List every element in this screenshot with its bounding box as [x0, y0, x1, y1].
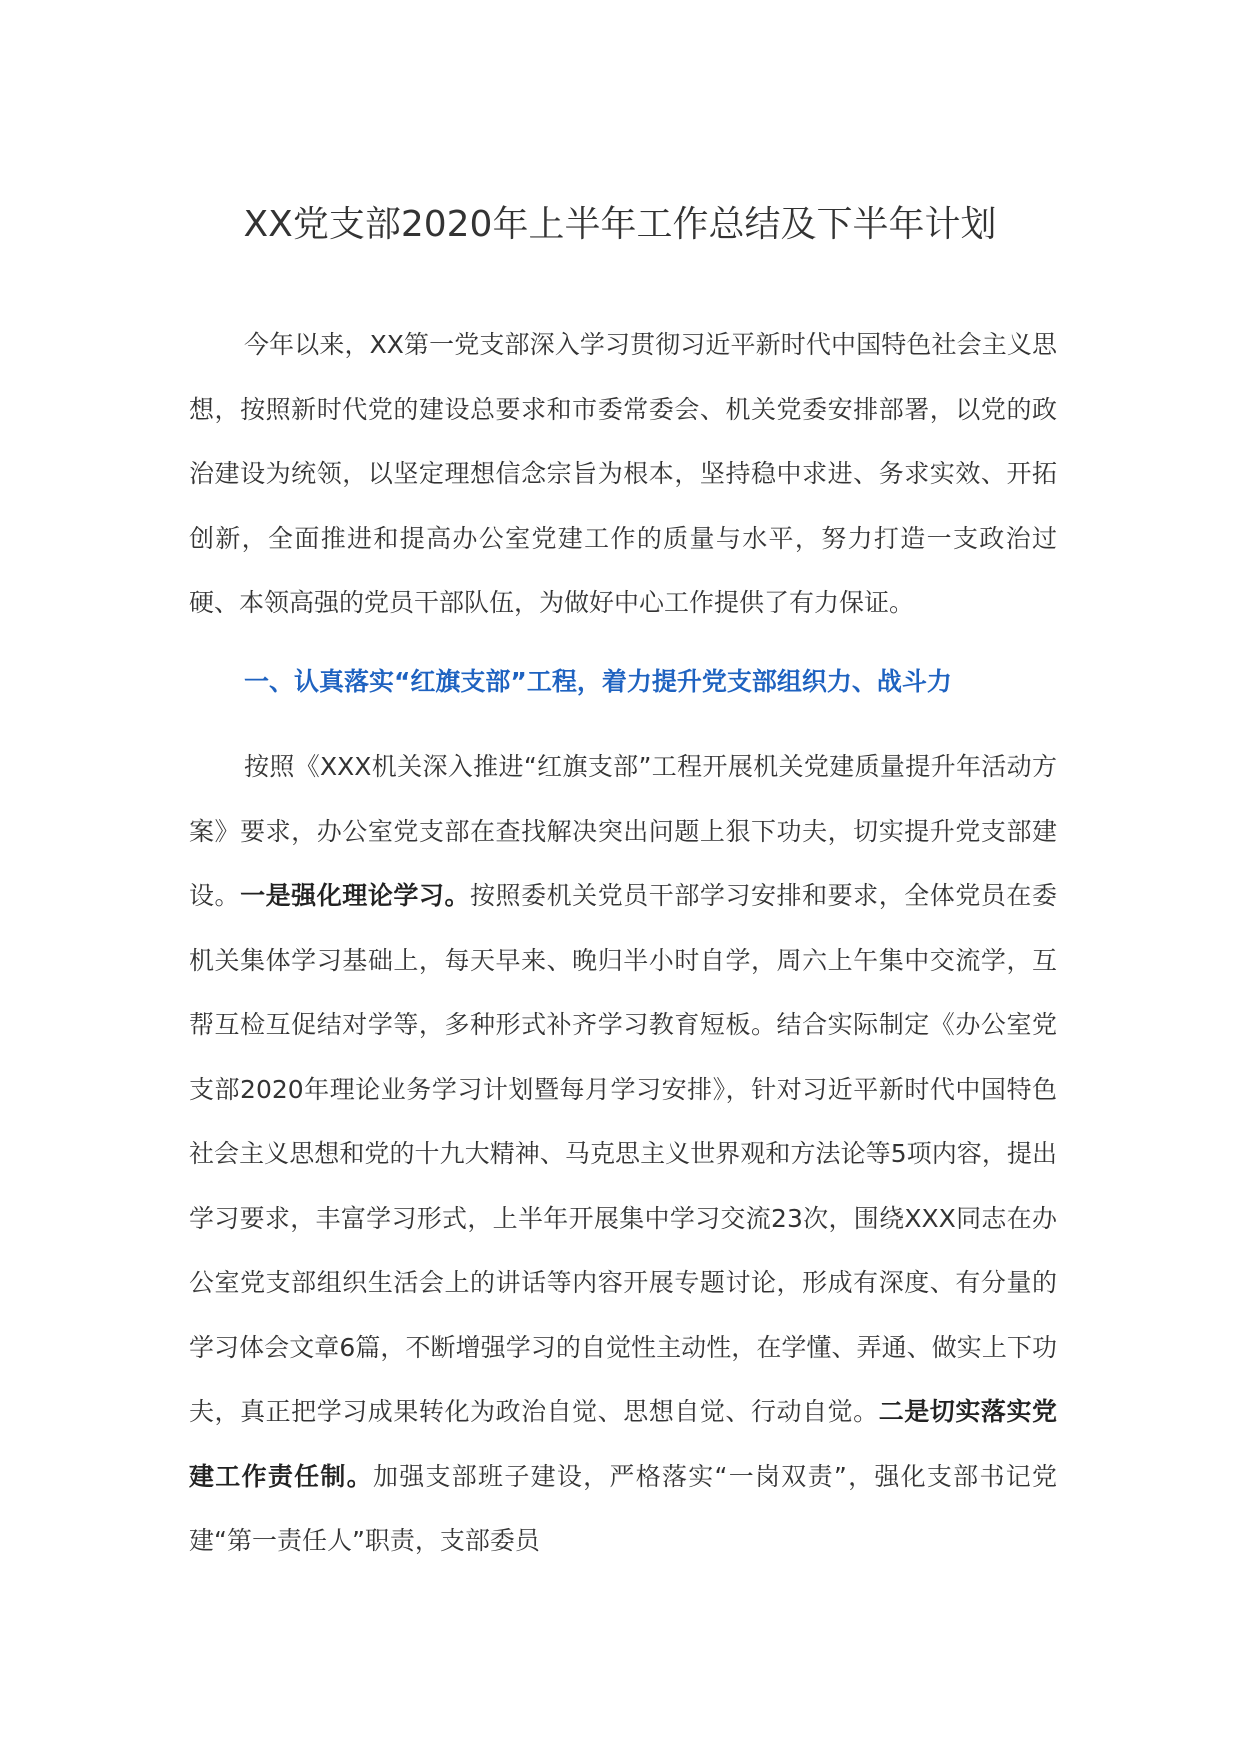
- section-1-heading: 一、认真落实“红旗支部”工程，着力提升党支部组织力、战斗力: [244, 667, 952, 696]
- document-title: XX党支部2020年上半年工作总结及下半年计划: [243, 204, 997, 245]
- section-1-bold-point-1: 一是强化理论学习。: [240, 881, 470, 910]
- section-1-text-c: 加强支部班子建设，严格落实“一岗双责”，强化支部书记党建“第一责任人”职责，支部委员: [189, 1461, 1057, 1555]
- section-1-bold-point-2: 二是切实落实党建工作责任制。: [189, 1397, 1057, 1491]
- section-1-text-a: 按照《XXX机关深入推进“红旗支部”工程开展机关党建质量提升年活动方案》要求，办公室党支部在查找解决突出问题上狠下功夫，切实提升党支部建设。: [189, 752, 1057, 910]
- section-1-text-b: 按照委机关党员干部学习安排和要求，全体党员在委机关集体学习基础上，每天早来、晚归半小时自学，周六上午集中交流学，互帮互检互促结对学等，多种形式补齐学习教育短板。结合实际制定《办公室党支部2020年理论业务学习计划暨每月学习安排》，针对习近平新时代中国特色社会主义思想和党的十九大精神、马克思主义世界观和方法论等5项内容，提出学习要求，丰富学习形式，上半年开展集中学习交流23次，围绕XXX同志在办公室党支部组织生活会上的讲话等内容开展专题讨论，形成有深度、有分量的学习体会文章6篇，不断增强学习的自觉性主动性，在学懂、弄通、做实上下功夫，真正把学习成果转化为政治自觉、思想自觉、行动自觉。: [189, 881, 1057, 1426]
- section-1-paragraph: [189, 735, 1057, 1574]
- intro-paragraph: 今年以来，XX第一党支部深入学习贯彻习近平新时代中国特色社会主义思想，按照新时代党的建设总要求和市委常委会、机关党委安排部署，以党的政治建设为统领，以坚定理想信念宗旨为根本，坚持稳中求进、务求实效、开拓创新，全面推进和提高办公室党建工作的质量与水平，努力打造一支政治过硬、本领高强的党员干部队伍，为做好中心工作提供了有力保证。: [189, 330, 1057, 617]
